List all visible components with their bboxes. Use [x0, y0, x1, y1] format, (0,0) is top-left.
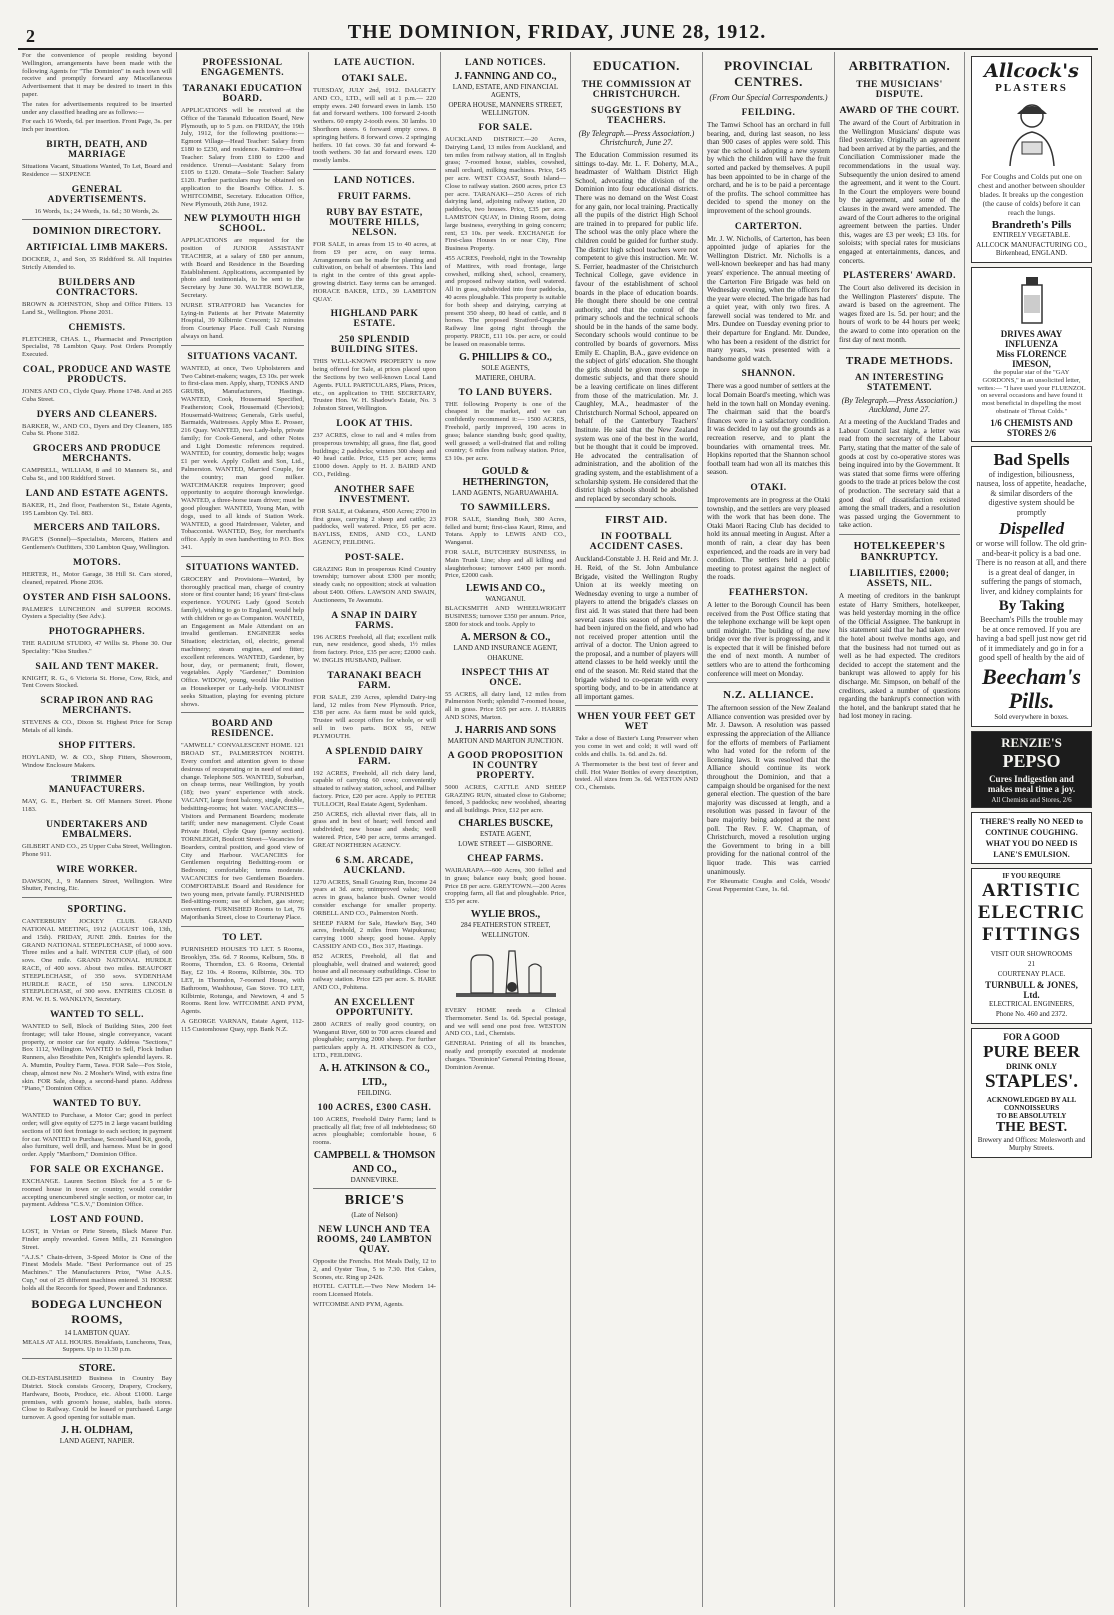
- beer-line-1: FOR A GOOD: [1003, 1031, 1060, 1042]
- article-text: Mr. J. W. Nicholls, of Carterton, has been appointed judge of apiaries for the Wellington District. Mr. Nicholls is a well-known beekeeper and has had many years' experience. The annual meeting of the Carterton Fire Brigade was held on Wednesday evening, when the officers for the year were elected. The brigade has had a quiet year, with only two fires. A farewell social was tendered to Mr. and Mrs. Dundee on Tuesday evening prior to their departure for England. Mr. Dundee, who has been a resident of the district for many years, was presented with a handsome gold watch.: [707, 234, 830, 363]
- advert-text: 5000 ACRES, CATTLE AND SHEEP GRAZING RUN, situated close to Gisborne; fenced, 3 paddocks; new woolshed, shearing and all buildings. Price, £12 per acre.: [445, 783, 566, 815]
- provincial-heading: PROVINCIAL CENTRES.: [724, 58, 813, 89]
- advert-text: WAIRARAPA.—600 Acres, 300 felled and in grass; balance easy bush; good house. Price £8 per acre. GREYTOWN.—200 Acres cropping farm, all flat and ploughable. Price, £35 per acre.: [445, 867, 566, 906]
- section-heading: PROFESSIONAL ENGAGEMENTS.: [200, 58, 285, 78]
- column-land-sales: [308, 52, 440, 1607]
- sub-heading: PLASTERERS' AWARD.: [843, 271, 956, 282]
- allcocks-text: For Coughs and Colds put one on chest and another between shoulder blades. It breaks up the congestion (the cause of colds) before it can reach the lungs.: [977, 172, 1086, 217]
- advert-text: THE following Property is one of the cheapest in the market, and we can confidently recommend it:— 1500 ACRES, Freehold, partly improved, 190 acres in grass; balance standing bush; good quality, well grassed; a well-drained flat and rolling country; 6 miles from railway station. Price, £3 10s. per acre.: [445, 400, 566, 463]
- agent-name: CHARLES BUSCKE,: [458, 818, 553, 830]
- advert-text: FURNISHED HOUSES TO LET. 5 Rooms, Brooklyn, 35s. 6d. 7 Rooms, Kelburn, 50s. 8 Rooms, Thorndon, £3. 6 Rooms, Oriental Bay, £2 10s. 4 Rooms, Kilbirnie, 30s. TO LET, in Thorndon, 7-roomed House, with Bathroom, Washhouse, Gas Stove. TO LET, Kilbirnie, Rotunga, and Newtown, 4 and 5 Rooms. Rent low. WITCOMBE AND PYM, Agents.: [181, 945, 304, 1016]
- directory-entry: UNDERTAKERS AND EMBALMERS. GILBERT AND CO., 25 Upper Cuba Street, Wellington. Phone 911.: [22, 820, 172, 858]
- agent-name: AND CO.,: [352, 1163, 397, 1175]
- agent-name: A. H. ATKINSON & CO.,: [319, 1062, 430, 1074]
- section-heading: LOST AND FOUND.: [50, 1215, 144, 1226]
- column-display-ads: [964, 52, 1098, 1607]
- sub-heading: FRUIT FARMS.: [337, 191, 412, 202]
- town-heading: FEATHERSTON.: [728, 587, 809, 598]
- sub-heading: POST-SALE.: [344, 552, 405, 563]
- alliance-heading: N.Z. ALLIANCE.: [723, 689, 814, 702]
- directory-entry: MOTORS. HERTER, H., Motor Garage, 38 Hill St. Cars stored, cleaned, repaired. Phone 2036.: [22, 557, 172, 586]
- divider: [313, 1188, 436, 1189]
- article-text: There was a good number of settlers at the local Domain Board's meeting, which was held in the town hall on Monday evening. The chairman said that the board's finances were in a satisfactory condition. It was decided to lay out the grounds as a recreation reserve, and to plant the boundaries with ornamental trees. Mr. Hopkins reported that the Shannon school football team had won all its matches this season.: [707, 382, 830, 477]
- store-signature-2: LAND AGENT, NAPIER.: [59, 1436, 135, 1445]
- article-text: A meeting of creditors in the bankrupt estate of Harry Smithers, hotelkeeper, was held yesterday morning in the office of the Official Assignee. The bankrupt in his statement said that he had taken over the hotel about twelve months ago, and that the business had not turned out as well as he had expected. The creditors decided to accept the statement and the bankrupt was allowed to apply for his discharge. Mr. Simpson, on behalf of the creditors, asked a number of questions regarding the bankrupt's connection with the hotel, and the bankrupt stated that he had lost money in racing.: [839, 591, 960, 721]
- require-line: IF YOU REQUIRE: [1002, 871, 1061, 880]
- directory-entry: LAND AND ESTATE AGENTS. BAKER, H., 2nd floor, Featherston St., Estate Agents, 195 Lambton Qy. Tel. 883.: [22, 488, 172, 517]
- agent-desc: SOLE AGENTS,: [481, 363, 530, 372]
- article-text: The Education Commission resumed its sittings to-day. Mr. L. F. Doherty, M.A., headmaster of Waltham District High School, advocating the division of the Dominion into four educational districts. There was no demand on the West Coast for any gain, nor local training. Practically all the pupils of the district High School are trained in to prepared for public life. The school was the only place where the children could be guided for further study. The district high school teachers were not competent to give this instruction. Mr. W. S. Ferrier, headmaster of the Christchurch Technical College, gave evidence in favour of the establishment of school boards in the place of education boards. He thought there should be one central authority, and that the control of the primary schools and the technical schools should be in the hands of the same body. Secondary schools would continue to be controlled by boards of governors. Miss Emily E. Chaplin, B.A., gave evidence on the subject of girls' education. She thought the girls should be given more scope in domestic subjects, and that there should be a leaving certificate on lines different from those of the matriculation. Mr. J. Caughley, M.A., headmaster of the Christchurch Normal School, appeared on behalf of the Canterbury Teachers' Institute. He said that the New Zealand system was one of the best in the world, but he thought that it could be improved. He advocated the centralisation of administration, and the abolition of the grading system, and the establishment of a scholarship system. He considered that the district high schools should be abolished and replaced by secondary schools.: [575, 151, 698, 503]
- advert-text: For Rheumatic Coughs and Colds, Woods' Great Peppermint Cure, 1s. 6d.: [707, 878, 830, 893]
- telegraph-line: (By Telegraph.—Press Association.) Auckland, June 27.: [841, 396, 958, 415]
- directory-entry: DYERS AND CLEANERS. BARKER, W., AND CO., Dyers and Dry Cleaners, 185 Cuba St. Phone 3182.: [22, 409, 172, 438]
- section-heading: LAND NOTICES.: [465, 58, 546, 68]
- masthead: [0, 18, 1114, 48]
- staples-beer-advert: [971, 1028, 1092, 1158]
- directory-entry: SAIL AND TENT MAKER. KNIGHT, R. G., 6 Victoria St. Horse, Cow, Rick, and Tent Covers Stocked.: [22, 661, 172, 690]
- directory-entry: PHOTOGRAPHERS. THE RADIUM STUDIO, 47 Willis St. Phone 30. Our Speciality: "Kiss Studies.": [22, 627, 172, 655]
- staples-name: STAPLES'.: [984, 1070, 1079, 1092]
- advert-text: BLACKSMITH AND WHEELWRIGHT BUSINESS; turnover £350 per annum. Price, £800 for stock and tools. Apply to: [445, 605, 566, 628]
- sub-heading: FOR SALE.: [478, 123, 533, 133]
- sub-heading: A SPLENDID DAIRY FARM.: [325, 746, 424, 767]
- bodega-title: BODEGA LUNCHEON ROOMS,: [31, 1296, 163, 1326]
- page-number: 2: [26, 26, 35, 46]
- section-text: WANTED to Purchase, a Motor Car; good in perfect order; will give equity of £275 in 2 large vacant building sections of 100 feet frontage to each section; in payment for car. WANTED to Purchase, Second-hand Kit, goods, also furniture, well drill, and harness. Must be in good order. Apply "Mariborn," Dominion Office.: [22, 1112, 172, 1159]
- column-education: [570, 52, 702, 1607]
- divider: [839, 348, 960, 349]
- sub-heading: ANOTHER SAFE INVESTMENT.: [334, 484, 415, 505]
- telegraph-line: (By Telegraph.—Press Association.) Christchurch, June 27.: [578, 129, 695, 147]
- agent-address: MARTON AND MARTON JUNCTION.: [447, 736, 564, 745]
- lanes-text: THERE'S really NO NEED to CONTINUE COUGHING. WHAT YOU DO NEED IS LANE'S EMULSION.: [980, 816, 1083, 859]
- sub-heading: NEW PLYMOUTH HIGH SCHOOL.: [184, 214, 301, 235]
- sub-heading: AN INTERESTING STATEMENT.: [854, 373, 945, 394]
- column-situations: [176, 52, 308, 1607]
- advert-text: GENERAL Printing of all its branches, neatly and promptly executed at moderate charges. "Dominion" General Printing House, Dominion Avenue.: [445, 1040, 566, 1071]
- advert-text: FOR SALE, 239 Acres, splendid Dairy-ing land, 12 miles from New Plymouth. Price, £38 per acre. As farm must be sold quick, Trustee will accept offers for whole, or will sell in two parts. BOX 95, NEW PLYMOUTH.: [313, 693, 436, 740]
- advert-text: Opposite the Frenchs. Hot Meals Daily, 12 to 2, and Oyster Teas, 5 to 7.30. Hot Cakes, Scones, etc. Ring up 2426.: [313, 1257, 436, 1281]
- beechams-advert: [971, 446, 1092, 727]
- advert-text: 455 ACRES, Freehold, right in the Township of Mattirex, with road frontage, large cowshed, milking shed, school, creamery, and proposed railway station, well watered. All in grass, subdivided into four paddocks, 40 acres ploughable. This property is suitable for both sheep and dairying, carrying at present 350 sheep, 80 head of cattle, and 8 horses. The proposed Stratford-Ongaruhe Railway line going right through the property. PRICE, £11 10s. per acre, or could be leased on reasonable terms.: [445, 254, 566, 348]
- section-heading: LAND NOTICES.: [334, 175, 415, 186]
- by-taking-text: Beecham's Pills the trouble may be at once removed. If you are having a bad spell just now get rid of it immediately and go in for a good spell of health by the aid of: [976, 615, 1087, 663]
- sub-heading: LOOK AT THIS.: [336, 418, 413, 429]
- sub-heading: 250 SPLENDID BUILDING SITES.: [330, 335, 419, 356]
- divider: [22, 219, 172, 220]
- agent-address: OPERA HOUSE, MANNERS STREET, WELLINGTON.: [448, 101, 563, 117]
- masthead-rule: [18, 48, 1098, 50]
- bodega-text: MEALS AT ALL HOURS. Breakfasts, Luncheons, Teas, Suppers. Up to 11.30 p.m.: [22, 1338, 172, 1354]
- agent-name: WYLIE BROS.,: [470, 909, 541, 921]
- directory-entry: MERCERS AND TAILORS. PAGE'S (Sonnel)—Specialists, Mercers, Hatters and Gentlemen's Outfitters, 330 Lambton Quay, Wellington.: [22, 523, 172, 552]
- sub-heading: AWARD OF THE COURT.: [839, 106, 960, 116]
- advert-text: APPLICATIONS will be received at the Office of the Taranaki Education Board, New Plymouth, up to 5 p.m. on FRIDAY, the 19th July, 1912, for the following positions:— Egmont Village—Head Teacher: Salary from £180 to £230, and residence. Kaimiro—Head Teacher: Salary from £180 to £200 and residence. Urenui—Assistant: Salary from £105 to £120. Omata—Sole Teacher: Salary £120. Further particulars may be obtained on application to the Board's Office. J. S. WHITCOMBE, Secretary. Education Office, New Plymouth, 26th June, 1912.: [181, 107, 304, 208]
- column-land-notices: [440, 52, 570, 1607]
- article-text: The award of the Court of Arbitration in the Wellington Musicians' dispute was filed yesterday. Originally an agreement had been arrived at by the parties, and the Conciliation Commissioner made the recommendations in the usual way. Subsequently the union desired to amend the agreement, and it went to the Court. In the Court the employers were bound by the agreement, and some of the clauses in the award were amended. The award of the Court adheres to the original agreement between the parties. Under this, wages are £3 per week; £3 10s. for soloists; with special rates for musicians engaged at entertainments, dances, and concerts.: [839, 119, 960, 265]
- sub-heading: OTAKI SALE.: [341, 74, 408, 84]
- advert-text: WITCOMBE AND PYM, Agents.: [313, 1300, 404, 1308]
- section-text: LOST, in Vivian or Pirie Streets, Black Maree Fur. Finder amply rewarded. Green Mills, 21 Kensington Street.: [22, 1228, 172, 1251]
- renzies-advert: [971, 731, 1092, 808]
- electric-word: ELECTRIC: [977, 901, 1086, 923]
- turnbull-sub: ELECTRICAL ENGINEERS,: [989, 999, 1074, 1008]
- sub-heading: HIGHLAND PARK ESTATE.: [330, 309, 419, 330]
- florence-text: the popular star of the "GAY GORDONS," in an unsolicited letter, writes:— "I have used your FLUENZOL on several occasions and have found it most beneficial in dispelling the most obstinate of Throat Colds.": [977, 369, 1086, 415]
- advert-text: NURSE STRATFORD has Vacancies for Lying-in Patients at her Private Maternity Hospital, 39 Kilbirnie Crescent; 12 minutes from Courtenay Place. Full Cash Nursing always on hand.: [181, 301, 304, 340]
- advert-text: GRAZING Run in prosperous Kind Country township; turnover about £300 per month; steady cash; no opposition; stock at valuation about £400. Offers. LAWSON AND SWAIN, Auctioneers, Te Awamutu.: [313, 565, 436, 604]
- showroom-place: COURTENAY PLACE.: [997, 969, 1066, 978]
- agent-desc: ESTATE AGENT,: [479, 830, 532, 839]
- section-heading: FOR SALE OR EXCHANGE.: [29, 1164, 164, 1175]
- sub-heading: LIABILITIES, £2000; ASSETS, NIL.: [849, 568, 950, 589]
- general-heading: GENERAL ADVERTISEMENTS.: [47, 184, 147, 205]
- turnbull-name: TURNBULL & JONES, Ltd.: [985, 979, 1078, 1000]
- ajs-advert: "A.J.S." Chain-driven, 3-Speed Motor is One of the Finest Models Made. "Best Performance out of 25 Machines." The Manufacturers Prize, "Wise A.J.S. Cup," out of 25 different machines entered. 31 HORSE holds all the Records for Speed, Power and Endurance.: [22, 1253, 172, 1292]
- advert-text: SHEEP FARM for Sale, Hawke's Bay, 340 acres, freehold, 2 miles from Waipukurau; carrying 1000 sheep; good house. Apply CASSIDY AND CO., Box 317, Hastings.: [313, 919, 436, 950]
- agent-name: LTD.,: [362, 1076, 387, 1088]
- advert-text: 237 ACRES, close to rail and 4 miles from prosperous township; all grass, fine flat, good buildings; 2 paddocks; winters 300 sheep and 40 head cattle. Price, £15 per acre; terms £1000 down. Apply to H. J. BAIRD AND CO., Feilding.: [313, 431, 436, 478]
- allcocks-plasters: PLASTERS: [995, 82, 1068, 94]
- allcocks-title: Allcock's: [984, 60, 1079, 82]
- directory-entry: CHEMISTS. FLETCHER, CHAS. L., Pharmacist and Prescription Specialist, 78 Lambton Quay. Post Orders Promptly Executed.: [22, 322, 172, 359]
- florence-name: Miss FLORENCE IMESON,: [996, 349, 1067, 369]
- beechams-sub: Sold everywhere in boxes.: [994, 712, 1069, 721]
- advert-text: A Thermometer is the best test of fever and chill. Hot Water Bottles of every description, tested. All sizes from 3s. 6d. WESTON AND CO., Chemists.: [575, 760, 698, 792]
- sub-heading: INSPECT THIS AT ONCE.: [461, 667, 550, 688]
- divider: [707, 682, 830, 683]
- brewery-address: Brewery and Offices: Molesworth and Murphy Streets.: [977, 1135, 1086, 1152]
- agent-address: LOWE STREET — GISBORNE.: [458, 840, 553, 849]
- births-heading: BIRTH, DEATH, AND MARRIAGE: [46, 139, 148, 160]
- town-heading: SHANNON.: [741, 369, 796, 380]
- town-heading: CARTERTON.: [734, 221, 803, 232]
- influenza-line: DRIVES AWAY INFLUENZA: [1000, 329, 1063, 349]
- sub-heading: TO LAND BUYERS.: [458, 387, 553, 398]
- beer-line-2: PURE BEER: [983, 1041, 1080, 1061]
- article-text: Auckland-Constable J. H. Reid and Mr. J. H. Reid, of the St. John Ambulance Brigade, visited the Wellington Rugby Union at its weekly meeting on Wednesday evening to urge a number of players to attend the brigade's classes on first aid. It was stated that there had been several cases this season of players who had been injured on the field, and who had not received proper attention until the arrival of a doctor. The Union agreed to the proposal, and a number of players will attend classes to be held weekly until the end of the season. Mr. Reid stated that the brigade wished to co-operate with every sporting body, and to be in attendance at all important games.: [575, 555, 698, 701]
- town-heading: OTAKI.: [750, 482, 787, 493]
- directory-heading: DOMINION DIRECTORY.: [32, 226, 162, 238]
- directory-entry: TRIMMER MANUFACTURERS. MAY, G. E., Herbert St. Off Manners Street. Phone 1183.: [22, 775, 172, 814]
- advert-text: 192 ACRES, Freehold, all rich dairy land, capable of carrying 60 cows; conveniently situated to railway station, school, and Palliser factory. Price, £20 per acre. Apply to PETER TULLOCH, Real Estate Agent, Sydenham.: [313, 769, 436, 808]
- advert-text: "AMWELL" CONVALESCENT HOME. 121 BROAD ST., PALMERSTON NORTH. Every comfort and attention given to those desirous of recuperating or in need of rest and change. Telephone 505. WANTED, Suburban, on cheap terms, near Wellington, by youth (18); two years' experience with stock. VACANT, large front balcony, single, double, bedsitting-rooms; hot water. VACANCIES—Visitors and Permanent Boarders; moderate tariff; under new management. Clyde Coast Private Hotel, Clyde Quay (penny section). TORNLEIGH, Boulcott Street—Vacancies for Boarders, central position, and good view of City and Harbour. VACANCIES for Gentlemen requiring Bedsitting-room or Bedroom; comfortable; terms moderate. VACANCIES for two Gentlemen Boarders. COMFORTABLE Board and Residence for two young men, private family. FURNISHED Bed-sitting-room; use of kitchen, gas stove; convenient. FURNISHED Rooms to Let, 76 Majoribanks Street, close to Courtenay Place.: [181, 742, 304, 921]
- fluenzol-advert: [971, 267, 1092, 442]
- agent-desc: LAND AGENTS, NGARUAWAHIA.: [452, 488, 559, 497]
- advert-text: 196 ACRES Freehold, all flat; excellent milk run, new residence, good sheds, 1½ miles from factory. Price, £35 per acre; £2000 cash. W. INGLIS HUSBAND, Palliser.: [313, 633, 436, 665]
- sub-heading: 100 ACRES, £300 CASH.: [317, 1102, 432, 1113]
- education-heading: EDUCATION.: [593, 58, 680, 73]
- article-text: Improvements are in progress at the Otaki township, and the settlers are very pleased with the work that has been done. The Otaki Maori Racing Club has decided to hold its annual meeting in August. After a month of rain, a clear day has been experienced, and the roads are in very bad condition. The settlers held a public meeting to protest against the neglect of the roads.: [707, 495, 830, 582]
- pepso-text: Cures Indigestion and makes meal time a joy.: [987, 773, 1076, 794]
- advert-text: GROCERY and Provisions—Wanted, by thoroughly practical man, charge of country store or first counter hand; 16 years' first-class experience. YOUNG Lady (good Scotch family), wishing to go to England, would help with children or go as Companion. WANTED, an Engagement as Male Attendant on an invalid gentleman. ENGINEER seeks Situation; electrician, oil, electric, general machinery; steam engines, and fitter; excellent references. WANTED, Gardener, by hour, day, or permanent; fruit, flower, vegetables. Apply "Gardener," Dominion Office. WIDOW, young, would like Position as Housekeeper or Lady-help. VIOLINIST seeks Situation, playing for evening picture shows.: [181, 575, 304, 708]
- beechams-title: Beecham's Pills.: [982, 663, 1081, 713]
- article-text: A letter to the Borough Council has been received from the Post Office stating that the telephone exchange will be kept open until midnight. The building of the new bridge over the river is progressing, and it is expected that it will be finished before the end of next month. A number of settlers who are to attend the forthcoming conference will meet on Monday.: [707, 600, 830, 678]
- advert-text: TUESDAY, JULY 2nd, 1912. DALGETY AND CO., LTD., will sell at 1 p.m.— 220 empty ewes. 240 forward ewes in lamb. 150 fat and forward wethers. 100 forward 2-tooth wethers. 60 empty 2-tooth ewes. 30 lambs. 10 Shorthorn steers. 6 forward empty cows. 8 springing heifers. 8 forward cows. 2 springing heifers. 10 fat cows. 30 fat and forward 4-tooth wethers. 30 fat and forward ewes. 120 mostly lambs.: [313, 87, 436, 165]
- directory-entry: WIRE WORKER. DAWSON, J., 9 Manners Street, Wellington. Wire Shutter, Fencing, Etc.: [22, 864, 172, 893]
- agent-name: J. HARRIS AND SONS: [454, 724, 557, 736]
- fittings-word: FITTINGS: [982, 923, 1081, 945]
- advert-text: 100 ACRES, Freehold Dairy Farm; land is practically all flat; free of all indebtedness; 60 acres ploughable; comfortable house, 6 rooms.: [313, 1115, 436, 1147]
- agent-address: WANGANUI.: [485, 595, 526, 604]
- sub-heading: WHEN YOUR FEET GET WET: [577, 712, 696, 733]
- brices-rooms: NEW LUNCH AND TEA ROOMS, 240 LAMBTON QUAY.: [316, 1224, 433, 1255]
- section-text: WANTED to Sell, Block of Building Sites, 200 feet frontage; will take House, single conveyance, vacant property, or motor car for equity. Address "Sections," Box 1112, Wellington. WANTED to Sell, Flock Indian Runners, also Brosthite Pen, Knight's splendid layers. R. A. Mumtin, Poultry Farm, Tawa. FOR Sale—Fox Stole, cheap, almost new No. 2 Mosher's Wind, with extra fine skin. FOR Sale, cheap, a second-hand piano. Address "Piano," Dominion Office.: [22, 1023, 172, 1093]
- agent-name: J. FANNING AND CO.,: [454, 71, 557, 82]
- trade-heading: TRADE METHODS.: [845, 355, 954, 368]
- divider: [181, 345, 304, 346]
- by-taking-title: By Taking: [998, 598, 1065, 615]
- bad-spells-text: of indigestion, biliousness, nausea, loss of appetite, headache, & similar disorders of the digestive system should be promptly: [976, 469, 1087, 517]
- advert-text: HOTEL CATTLE.—Two New Modern 14-room Licensed Hotels.: [313, 1283, 436, 1299]
- brices-title: BRICE'S: [344, 1192, 405, 1208]
- section-heading: BOARD AND RESIDENCE.: [211, 719, 274, 740]
- section-heading: LATE AUCTION.: [334, 58, 415, 68]
- bankruptcy-heading: HOTELKEEPER'S BANKRUPTCY.: [853, 540, 946, 563]
- agent-location: FEILDING.: [357, 1088, 392, 1097]
- article-text: At a meeting of the Auckland Trades and Labour Council last night, a letter was read from the secretary of the Labour Party, stating that the matter of the sale of goods at cost by co-operative stores was being inquired into by the Government. It was stated that some firms were offering goods to the trade at prices below the cost of production. The secretary said that a good deal of dissatisfaction existed among the small traders, and a resolution was passed urging the Government to take action.: [839, 418, 960, 530]
- renzies-title: RENZIE'S: [1001, 734, 1062, 750]
- divider: [575, 705, 698, 706]
- brandreth-title: Brandreth's Pills: [991, 219, 1072, 231]
- dispelled-text: or worse will follow. The old grin-and-bear-it policy is a bad one. There is no reason at all, and there is a great deal of danger, in suffering the pangs of stomach, liver, and kidney complaints for: [976, 539, 1087, 596]
- beer-line-7: THE BEST.: [995, 1119, 1068, 1135]
- section-text: EXCHANGE. Lauren Section Block for a 5 or 6-roomed house in town or country; would consider accepting unencumbered single section, or motor car, in payment. Address "C.S.V.," Dominion Office.: [22, 1177, 172, 1209]
- electric-fittings-advert: [971, 868, 1092, 1024]
- agent-name: LEWIS AND CO.,: [466, 583, 545, 595]
- advert-text: APPLICATIONS are requested for the position of JUNIOR ASSISTANT TEACHER, at a salary of £80 per annum, with Board and Residence in the Boarding Establishment. Applications, accompanied by photo and testimonials, to be sent to the Secretary by June 30. WALTER BOWLER, Secretary.: [181, 237, 304, 299]
- fluenzol-price: 1/6 CHEMISTS AND STORES 2/6: [990, 417, 1073, 438]
- showroom-line: VISIT OUR SHOWROOMS: [990, 949, 1073, 958]
- situations-rates: Situations Vacant, Situations Wanted, To Let, Board and Residence — SIXPENCE: [22, 162, 172, 178]
- advert-text: THIS WELL-KNOWN PROPERTY is now being offered for Sale, at prices placed upon the Sections by two well-known Local Land Agents. FULL PARTICULARS, Plans, Prices, etc., on application to THE SECRETARY, Trustee Hon. W. H. Shadow's Estate, No. 3 Johnston Street, Wellington.: [313, 358, 436, 413]
- article-text: The Court also delivered its decision in the Wellington Plasterers' dispute. The award is based on the agreement. The wages fixed are 1s. 5d. per hour; and the hours of work to be 44 hours per week; the award to come into operation on the first day of next month.: [839, 284, 960, 344]
- thermometer-illustration: [451, 943, 561, 1003]
- advert-text: FOR SALE, Standing Bush, 380 Acres, felled and burnt; first-class Kauri, Rimu, and Totara. Apply to LEWIS AND CO., Wanganui.: [445, 515, 566, 547]
- section-heading: SITUATIONS WANTED.: [185, 562, 300, 573]
- sub-heading: THE MUSICIANS' DISPUTE.: [856, 80, 943, 100]
- directory-entry: OYSTER AND FISH SALOONS. PALMER'S LUNCHEON and SUPPER ROOMS. Oysters a Speciality (See Adv.).: [22, 592, 172, 621]
- article-text: The Tamwi School has an orchard in full bearing, and, during last season, no less than 900 cases of apples were sold. This year the school is adopting a new system by which the children will have the fruit sorted and packed by themselves. A pupil has been appointed to be in charge of the orchard, and he is to be paid a percentage of the profits. The school committee has decided to spend the money on the improvement of the school grounds.: [707, 121, 830, 215]
- section-heading: WANTED TO SELL.: [49, 1010, 144, 1021]
- advert-text: Take a dose of Baxter's Lung Preserver when you come in wet and cold; it will ward off colds and chills. 1s. 6d. and 2s. 6d.: [575, 735, 698, 759]
- advert-text: 250 ACRES, rich alluvial river flats, all in grass and in best of heart; well fenced and subdivided; new house and sheds; well watered. Price, £40 per acre, terms arranged. GREAT NORTHERN AGENCY.: [313, 810, 436, 849]
- advert-text: FOR SALE, in areas from 15 to 40 acres, at from £9 per acre, on easy terms. Arrangements can be made for planting and cultivation, on behalf of absentees. This land is right in the centre of this great apple-growing district. Easy terms can be arranged. HORACE BAKER, LTD., 39 LAMBTON QUAY.: [313, 240, 436, 303]
- column-arbitration: [834, 52, 964, 1607]
- sub-heading: (From Our Special Correspondents.): [709, 93, 828, 102]
- agent-name: A. MERSON & CO.,: [460, 631, 551, 643]
- sub-heading: TARANAKI BEACH FARM.: [327, 670, 422, 691]
- advert-text: 55 ACRES, all dairy land, 12 miles from Palmerston North; splendid 7-roomed house, all in grass. Price £65 per acre. J. HARRIS AND SONS, Marton.: [445, 690, 566, 722]
- sub-heading: RUBY BAY ESTATE, MOUTERE HILLS, NELSON.: [326, 207, 423, 238]
- directory-entry: COAL, PRODUCE AND WASTE PRODUCTS. JONES AND CO., Clyde Quay. Phone 1748. And at 265 Cuba Street.: [22, 364, 172, 403]
- advert-text: WANTED, at once, Two Upholsterers and Two Cabinet-makers; wages, £3 10s. per week to first-class men. Apply, sharp, TONKS AND GRUBB, Manufacturers, Hastings. WANTED, Cook, Housemaid Specified, Featherston; Cook, Housemaid (Cheviots); Housemaid-Waitress; Generals, Girls useful, Barmaids, Waitresses. Apply Miss E. Prosser, 216 Quay. WANTED, two Lady-help, private family; for Cook-General, and other Notes and Light Domestic references required. WANTED, for country, domestic help; wages £1 per week. Apply Collett and Son, Ltd., Palmerston. WANTED, Married Couple, for the country; man good milker. WATCHMAKER requires Improver; good opportunity to acquire thorough knowledge. WANTED, a three-horse team driver; must be good plougher. WANTED, Young Man, with dogs, used to all kinds of Station Work. WANTED, a good Hairdresser, Valeter, and Tobacconist. WANTED, Boy, for merchant's office. Apply in own handwriting to P.O. Box 341.: [181, 364, 304, 552]
- bodega-address: 14 LAMBTON QUAY.: [64, 1328, 130, 1337]
- pepso-title: PEPSO: [1002, 750, 1061, 771]
- brandreth-sub: ENTIRELY VEGETABLE.: [992, 231, 1071, 239]
- sub-heading: A GOOD PROPOSITION IN COUNTRY PROPERTY.: [447, 750, 564, 781]
- agent-name: GOULD & HETHERINGTON,: [462, 465, 549, 488]
- sub-heading: THE COMMISSION AT CHRISTCHURCH.: [581, 80, 692, 100]
- advert-text: 1270 ACRES, Small Grazing Run, Income 24 years at 3d. acre; unimproved value; 1600 acres in grass, balance bush. Owner would consider exchange for smaller property. ORBELL AND CO., Palmerston North.: [313, 878, 436, 917]
- divider: [839, 534, 960, 535]
- advert-text: EVERY HOME needs a Clinical Thermometer. Send 1s. 6d. Special postage, and we will send one post free. WESTON AND CO., Ltd., Chemists.: [445, 1007, 566, 1038]
- agent-name: G. PHILLIPS & CO.,: [459, 351, 552, 363]
- advert-text: 852 ACRES, Freehold, all flat and ploughable, well drained and watered; good house and all necessary outbuildings. Close to railway station. Price £25 per acre. S. HARE AND CO., Pohitena.: [313, 952, 436, 991]
- section-heading: SITUATIONS VACANT.: [187, 351, 298, 362]
- bottle-illustration: [1012, 275, 1052, 325]
- agent-desc: LAND, ESTATE, AND FINANCIAL AGENTS,: [452, 83, 559, 99]
- section-heading: TO LET.: [222, 932, 263, 943]
- divider: [181, 712, 304, 713]
- divider: [22, 897, 172, 898]
- sub-heading: CHEAP FARMS.: [467, 854, 544, 865]
- newspaper-title: THE DOMINION, FRIDAY, JUNE 28, 1912.: [347, 21, 767, 43]
- artistic-word: ARTISTIC: [981, 879, 1082, 901]
- agent-desc: LAND AND INSURANCE AGENT,: [453, 643, 558, 652]
- rates-note: The rates for advertisements required to be inserted under any classified heading are as follows:—: [22, 100, 172, 116]
- directory-entry: SHOP FITTERS. HOYLAND, W. & CO., Shop Fitters, Showroom, Window Enclosure Makers.: [22, 740, 172, 769]
- store-heading: STORE.: [78, 1363, 116, 1375]
- sub-heading: IN FOOTBALL ACCIDENT CASES.: [589, 532, 684, 553]
- section-heading: WANTED TO BUY.: [52, 1099, 142, 1110]
- agent-address: MATIERE, OHURA.: [475, 373, 536, 382]
- sub-heading: AN EXCELLENT OPPORTUNITY.: [334, 997, 415, 1018]
- sub-heading: SUGGESTIONS BY TEACHERS.: [591, 106, 682, 126]
- divider: [181, 926, 304, 927]
- divider: [313, 169, 436, 170]
- beer-line-3: DRINK ONLY: [1005, 1061, 1058, 1071]
- sub-heading: 6 S.M. ARCADE, AUCKLAND.: [335, 855, 414, 876]
- beer-line-6: TO BE ABSOLUTELY: [996, 1111, 1067, 1120]
- general-rates: 16 Words, 1s.; 24 Words, 1s. 6d.; 30 Words, 2s.: [34, 207, 160, 215]
- article-text: The afternoon session of the New Zealand Alliance convention was presided over by Mr. J. Dawson. A resolution was passed expressing the appreciation of the Alliance for the efforts of members of Parliament who had voted for the reform of the licensing laws. It was resolved that the Alliance should continue its work throughout the Dominion, and that a campaign should be organised for the next general election. The question of the bare majority was discussed at length, and a resolution was passed in favour of the bare majority being adopted at the next poll. The Rev. F. W. Chapman, of Christchurch, moved a resolution urging the Government to bring in a bill providing for the national control of the liquor trade. This was carried unanimously.: [707, 704, 830, 876]
- brandreth-address: ALLCOCK MANUFACTURING CO., Birkenhead, ENGLAND.: [976, 241, 1087, 257]
- directory-entry: SCRAP IRON AND RAG MERCHANTS. STEVENS & CO., Dixon St. Highest Price for Scrap Metals of all kinds.: [22, 696, 172, 735]
- sporting-heading: SPORTING.: [67, 904, 127, 916]
- advert-text: A GEORGE VARNAN, Estate Agent, 112-115 Customhouse Quay, opp. Bank N.Z.: [181, 1017, 304, 1033]
- pepso-price: All Chemists and Stores, 2/6: [991, 795, 1072, 804]
- advert-text: 2800 ACRES of really good country, on Wanganui River, 600 to 700 acres cleared and ploughable; carrying 2000 sheep. For further particulars apply A. H. ATKINSON & CO., LTD., FEILDING.: [313, 1020, 436, 1059]
- town-heading: FEILDING.: [741, 108, 796, 118]
- directory-entry: BUILDERS AND CONTRACTORS. BROWN & JOHNSTON, Shop and Office Fitters. 13 Land St., Wellington. Phone 2031.: [22, 277, 172, 316]
- bad-spells-title: Bad Spells: [993, 449, 1070, 469]
- directory-entry: GROCERS AND PRODUCE MERCHANTS. CAMPBELL, WILLIAM, 8 and 10 Manners St., and Cuba St., and 100 Riddiford Street.: [22, 444, 172, 482]
- store-text: OLD-ESTABLISHED Business in Country Bay District. Stock consists Grocery, Drapery, Crockery, Hardware, Boots, Produce, etc. About £1000. Large premises, with groom's house, stables, bails stores. Close to Railway. Could be leased or purchased. Large turnover. A good opening for suitable man.: [22, 1375, 172, 1422]
- brices-sub: (Late of Nelson): [351, 1210, 398, 1219]
- woman-illustration: [992, 98, 1072, 168]
- turnbull-phone: Phone No. 460 and 2372.: [995, 1009, 1068, 1018]
- beer-line-5: ACKNOWLEDGED BY ALL CONNOISSEURS: [986, 1095, 1077, 1112]
- column-classifieds: [18, 52, 176, 1607]
- divider: [575, 507, 698, 508]
- store-signature: J. H. OLDHAM,: [61, 1424, 133, 1436]
- showroom-number: 21: [1028, 959, 1035, 968]
- sub-heading: TARANAKI EDUCATION BOARD.: [182, 84, 303, 104]
- divider: [181, 556, 304, 557]
- advert-text: FOR SALE, at Oakarara, 4500 Acres; 2700 in first grass, carrying 2 sheep and cattle; 23 paddocks, well watered. Price, £6 per acre. BAYLISS, ENDS, AND CO., LAND AGENCY, FEILDING.: [313, 507, 436, 546]
- advert-text: AUCKLAND DISTRICT.—20 Acres, Dairying Land, 13 miles from Auckland, and ten miles from railway station, all in English grass; 7-roomed house, stables, cowshed, small orchard, milking machines. Price, £45 per acre. WEST COAST, South Island—Close to railway station. 2600 acres, price £3 per acre. TARANAKI—250 Acres of rich dairying land, adjoining railway station, 20 paddocks, two houses. Price, £35 per acre. LAMBTON QUAY, in Dining Room, doing large business, everything in going concern; rent, £3 10s. per week. EXCHANGE for First-class Houses in or near City, Fine Business Property.: [445, 136, 566, 253]
- rates-text: For each 16 Words, 6d. per insertion. Front Page, 3s. per inch per insertion.: [22, 118, 172, 134]
- directory-entry: ARTIFICIAL LIMB MAKERS. DOCKER, J., and Son, 35 Riddiford St. All Inquiries Strictly Attended to.: [22, 243, 172, 272]
- agent-address: 284 FEATHERSTON STREET,: [460, 921, 551, 930]
- sub-heading: TO SAWMILLERS.: [460, 502, 551, 513]
- sub-heading: A SNAP IN DAIRY FARMS.: [331, 610, 418, 631]
- agent-name: CAMPBELL & THOMSON: [313, 1149, 436, 1161]
- agent-location: DANNEVIRKE.: [350, 1175, 399, 1184]
- first-aid-heading: FIRST AID.: [605, 514, 668, 527]
- dispelled-word: Dispelled: [998, 519, 1065, 539]
- agent-address: OHAKUNE.: [487, 653, 524, 662]
- agents-intro: For the convenience of people residing beyond Wellington, arrangements have been made with the following Agents for "The Dominion" in each town will receive and promptly forward any Miscellaneous Advertisement that it may be desired to insert in this paper.: [22, 52, 172, 98]
- column-provincial: [702, 52, 834, 1607]
- advert-text: FOR SALE, BUTCHERY BUSINESS, in Main Trunk Line; shop and all killing and slaughterhouse; turnover £400 per month. Price, £2000 cash.: [445, 549, 566, 580]
- divider: [22, 1358, 172, 1359]
- arbitration-heading: ARBITRATION.: [848, 58, 951, 73]
- sporting-text: CANTERBURY JOCKEY CLUB. GRAND NATIONAL MEETING, 1912 (AUGUST 10th, 13th, and 15th). FRIDAY, JUNE 28th. Entries for the GRAND NATIONAL STEEPLECHASE, of 1000 sovs. Three miles and a half. WINTER CUP (flat), of 600 sovs. One mile. GRAND NATIONAL HURDLE RACE, of 400 sovs. About two miles. BEAUFORT STEEPLECHASE, of 350 sovs. SYDENHAM HURDLE RACE, of 150 sovs. LINCOLN STEEPLECHASE, of 300 sovs. ENTRIES CLOSE 8 P.M. W. H. S. WANKLYN, Secretary.: [22, 918, 172, 1004]
- allcocks-advert: [971, 56, 1092, 263]
- lanes-emulsion-advert: [971, 812, 1092, 864]
- agent-address: WELLINGTON.: [481, 931, 530, 940]
- directory-list: [22, 243, 172, 893]
